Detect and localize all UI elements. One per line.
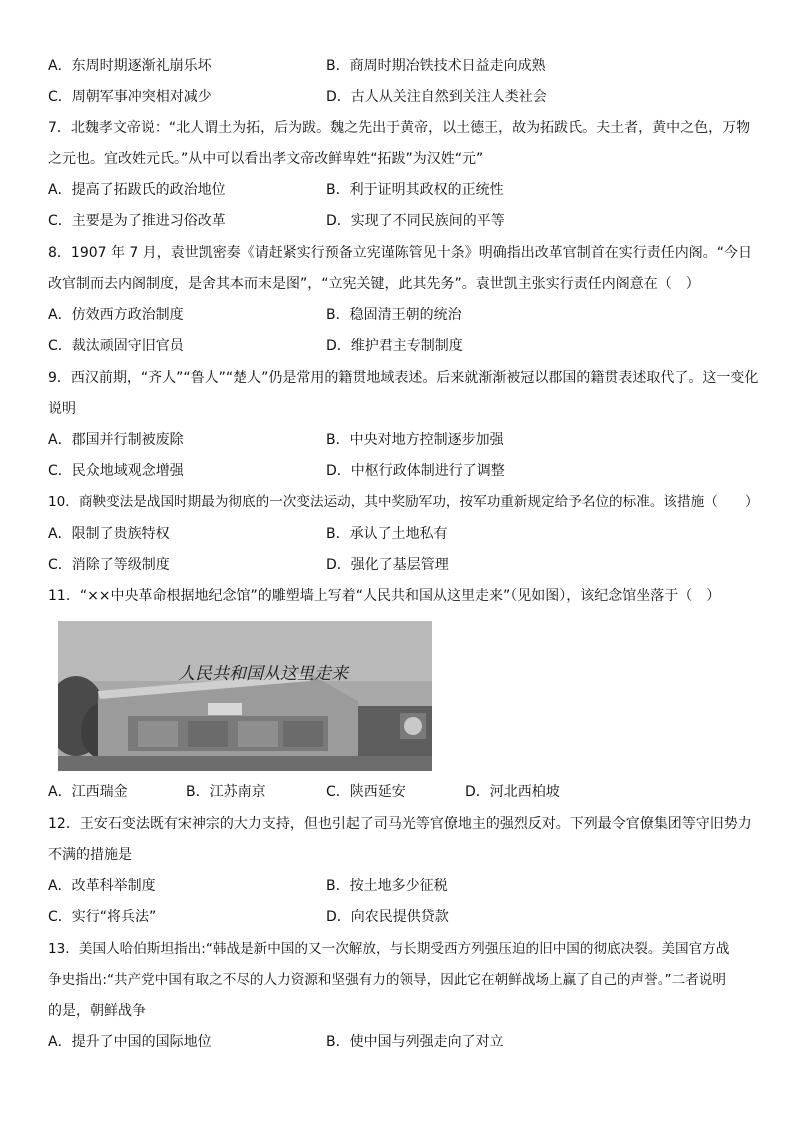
q11-option-b: B．江苏南京	[186, 784, 266, 800]
q6-option-a: A．东周时期逐渐礼崩乐坏	[48, 58, 212, 74]
q13-option-a: A．提升了中国的国际地位	[48, 1034, 212, 1050]
q9-stem-line1: 9．西汉前期，“齐人”“鲁人”“楚人”仍是常用的籍贯地域表述。后来就渐渐被冠以郡国的籍贯表述取代了。这一变化	[48, 370, 759, 386]
q6-option-d: D．古人从关注自然到关注人类社会	[326, 89, 547, 105]
q12-option-c: C．实行“将兵法”	[48, 909, 157, 925]
q9-option-b: B．中央对地方控制逐步加强	[326, 432, 504, 448]
q10-option-c: C．消除了等级制度	[48, 557, 170, 573]
q10-option-a: A．限制了贵族特权	[48, 526, 170, 542]
q9-stem-line2: 说明	[48, 401, 76, 417]
q8-stem-line2: 改官制而去内阁制度，是舍其本而末是图”，“立宪关键，此其先务”。袁世凯主张实行责任内阁意在（ ）	[48, 276, 700, 292]
q12-stem-line1: 12．王安石变法既有宋神宗的大力支持，但也引起了司马光等官僚地主的强烈反对。下列最令官僚集团等守旧势力	[48, 816, 752, 832]
q8-option-c: C．裁汰顽固守旧官员	[48, 338, 184, 354]
q11-option-d: D．河北西柏坡	[465, 784, 560, 800]
q12-stem-line2: 不满的措施是	[48, 847, 132, 863]
q12-option-b: B．按土地多少征税	[326, 878, 448, 894]
q10-option-b: B．承认了土地私有	[326, 526, 448, 542]
q9-option-c: C．民众地域观念增强	[48, 463, 184, 479]
q12-option-d: D．向农民提供贷款	[326, 909, 449, 925]
q13-stem-line2: 争史指出:“共产党中国有取之不尽的人力资源和坚强有力的领导，因此它在朝鲜战场上赢了自己的声誉。”二者说明	[48, 972, 726, 988]
q7-stem-line2: 之元也。宜改姓元氏。”从中可以看出孝文帝改鲜卑姓“拓跋”为汉姓“元”	[48, 151, 484, 167]
q6-option-c: C．周朝军事冲突相对减少	[48, 89, 212, 105]
memorial-inscription: 人民共和国从这里走来	[178, 664, 348, 684]
q13-option-b: B．使中国与列强走向了对立	[326, 1034, 504, 1050]
memorial-photo	[58, 621, 432, 771]
q11-option-c: C．陕西延安	[326, 784, 406, 800]
memorial-photo-drawing	[58, 621, 432, 771]
q6-option-b: B．商周时期冶铁技术日益走向成熟	[326, 58, 546, 74]
q7-stem-line1: 7．北魏孝文帝说：“北人谓土为拓，后为跋。魏之先出于黄帝，以土德王，故为拓跋氏。夫土者，黄中之色，万物	[48, 120, 751, 136]
q7-option-b: B．利于证明其政权的正统性	[326, 182, 504, 198]
q11-option-a: A．江西瑞金	[48, 784, 128, 800]
q8-option-d: D．维护君主专制制度	[326, 338, 463, 354]
q9-option-d: D．中枢行政体制进行了调整	[326, 463, 505, 479]
q10-option-d: D．强化了基层管理	[326, 557, 449, 573]
q9-option-a: A．郡国并行制被废除	[48, 432, 184, 448]
q12-option-a: A．改革科举制度	[48, 878, 156, 894]
q7-option-d: D．实现了不同民族间的平等	[326, 213, 505, 229]
q8-option-b: B．稳固清王朝的统治	[326, 307, 462, 323]
q13-stem-line3: 的是，朝鲜战争	[48, 1003, 146, 1019]
q8-option-a: A．仿效西方政治制度	[48, 307, 184, 323]
q10-stem-line1: 10．商鞅变法是战国时期最为彻底的一次变法运动，其中奖励军功，按军功重新规定给予名位的标准。该措施（ ）	[48, 494, 759, 510]
q7-option-a: A．提高了拓跋氏的政治地位	[48, 182, 226, 198]
q8-stem-line1: 8．1907 年 7 月，袁世凯密奏《请赶紧实行预备立宪谨陈管见十条》明确指出改革官制首在实行责任内阁。“今日	[48, 245, 753, 261]
q7-option-c: C．主要是为了推进习俗改革	[48, 213, 226, 229]
q13-stem-line1: 13．美国人哈伯斯坦指出:“韩战是新中国的又一次解放，与长期受西方列强压迫的旧中国的彻底决裂。美国官方战	[48, 941, 730, 957]
q11-stem-line1: 11．“××中央革命根据地纪念馆”的雕塑墙上写着“人民共和国从这里走来”（见如图），该纪念馆坐落于（ ）	[48, 588, 721, 604]
